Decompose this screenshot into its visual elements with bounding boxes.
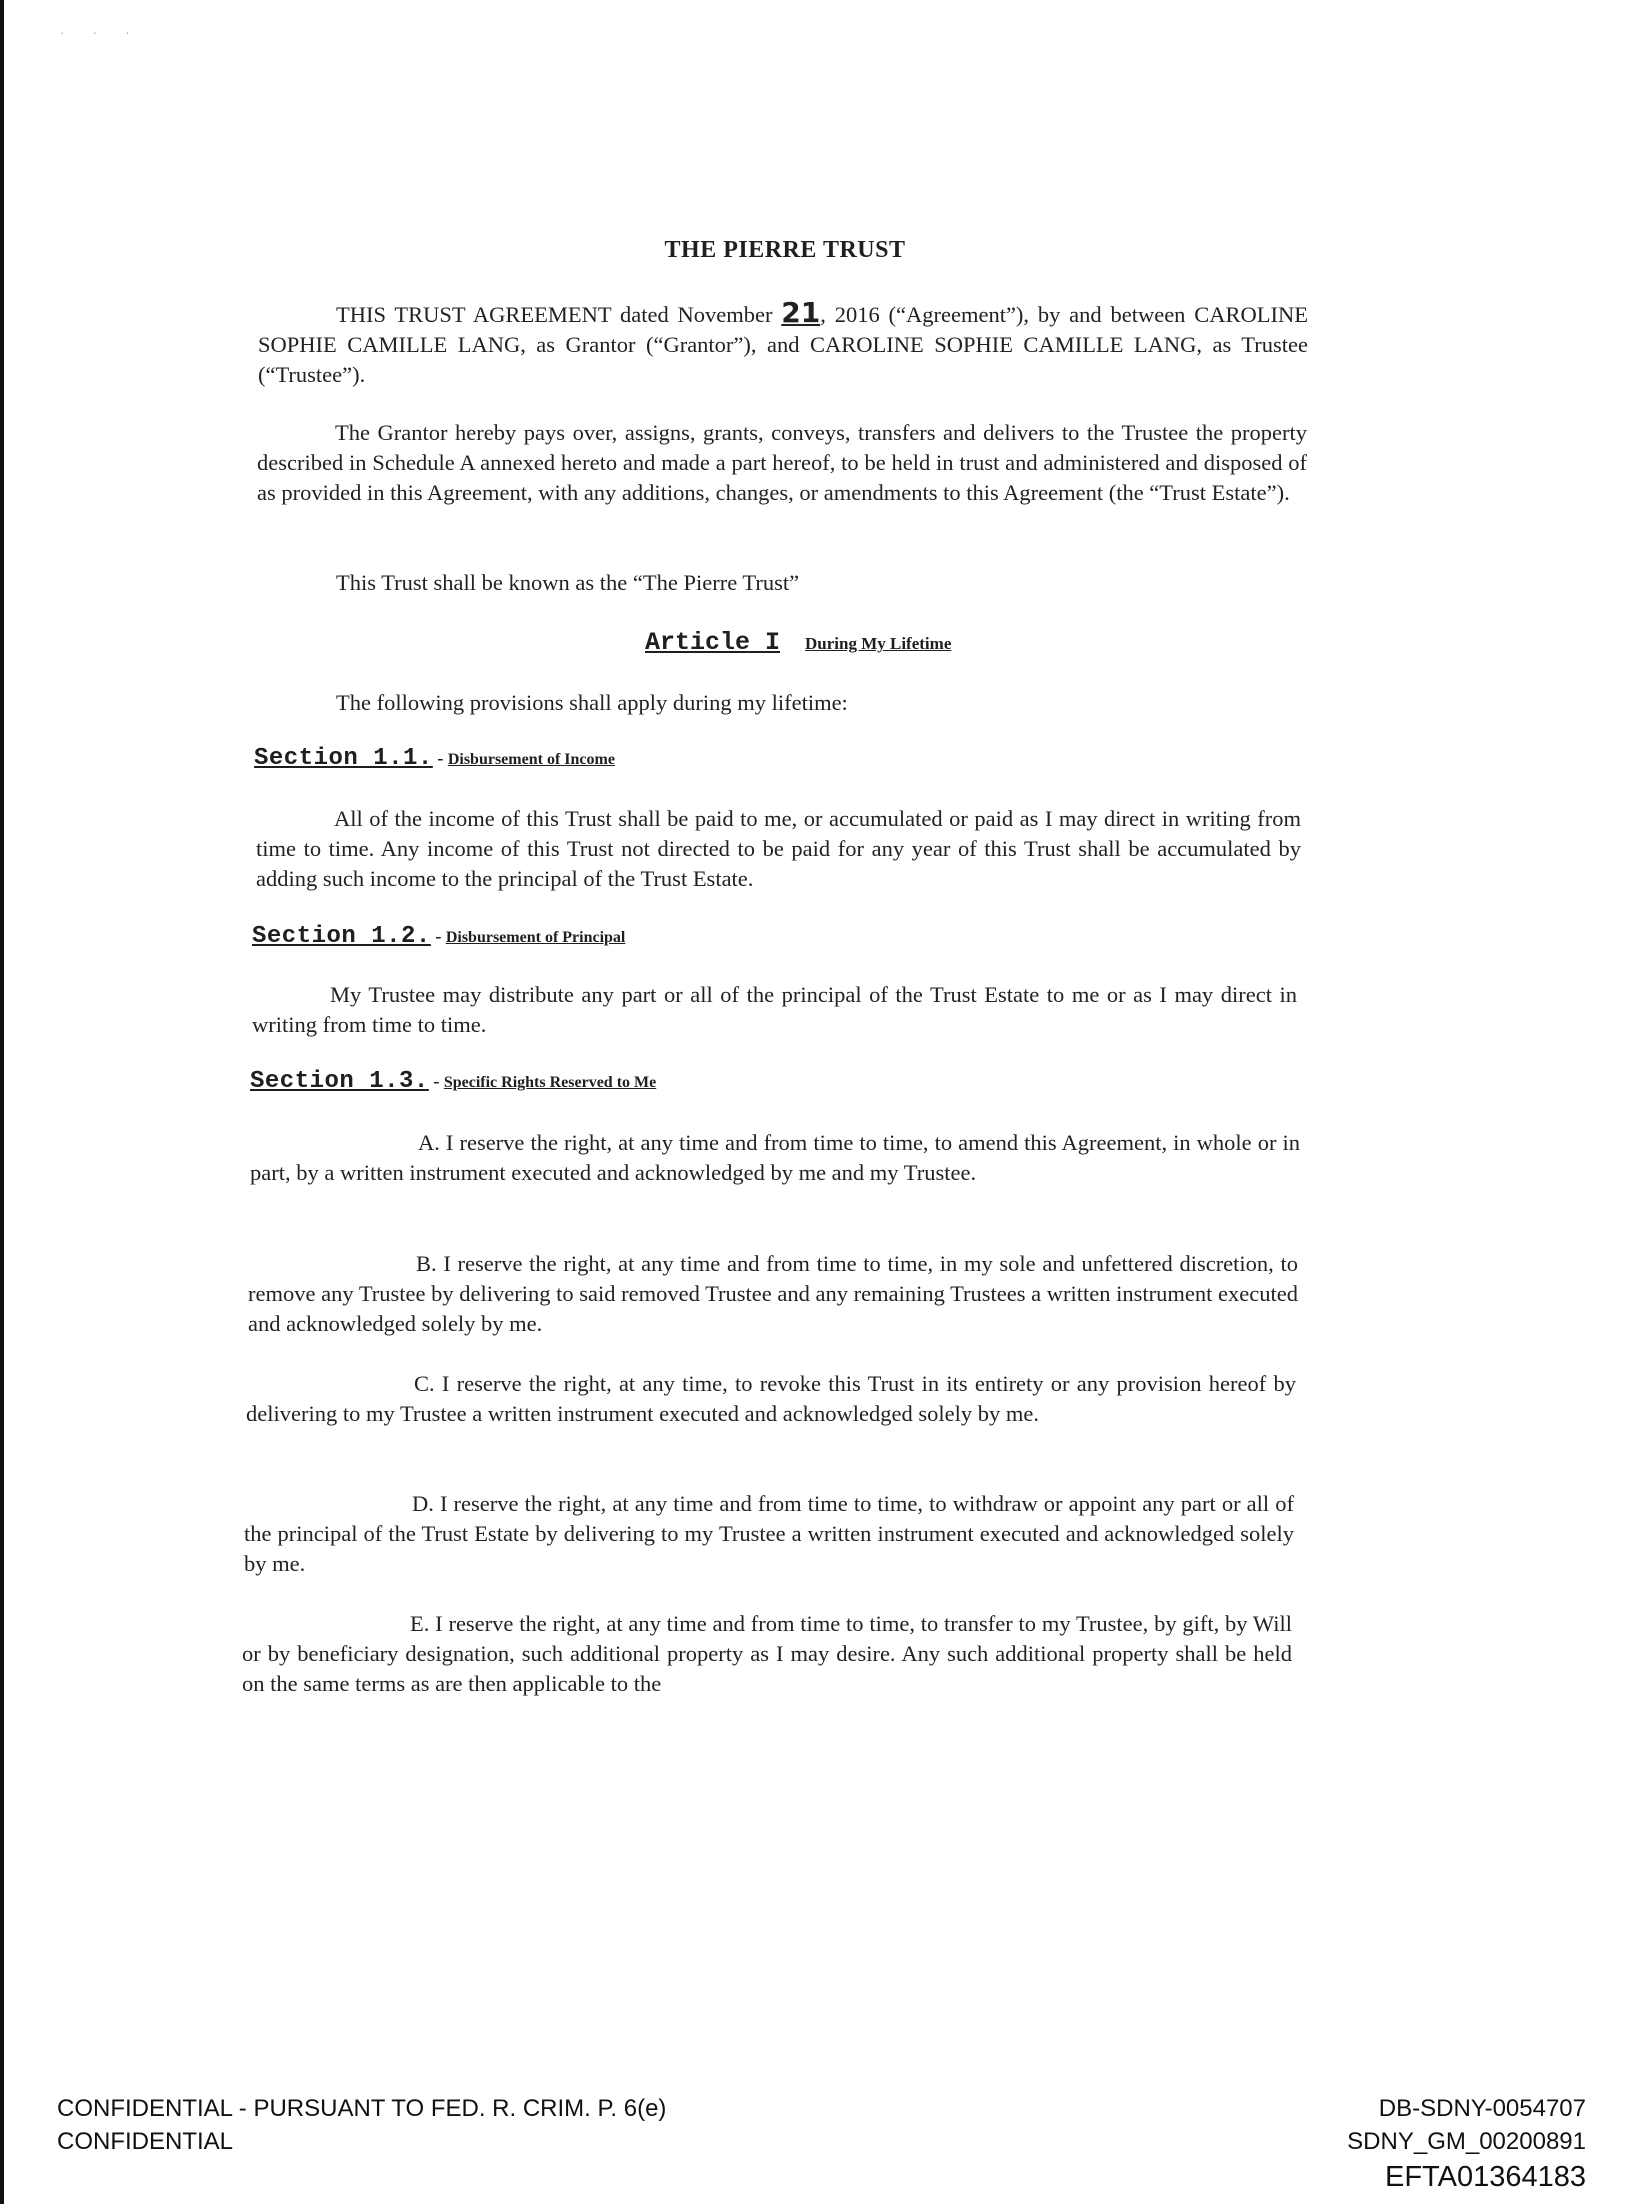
bates-number-sdny: SDNY_GM_00200891 [1347,2128,1586,2155]
bates-number-db: DB-SDNY-0054707 [1378,2095,1586,2122]
confidential-rule-line: CONFIDENTIAL - PURSUANT TO FED. R. CRIM. P. 6(e) [57,2095,667,2122]
reserved-right-b: B. I reserve the right, at any time and from time to time, in my sole and unfettered discretion, to remove any Trustee by delivering to said removed Trustee and any remaining Trustees a written instrument executed and acknowledged solely by me. [248,1251,1298,1336]
bates-footer [1347,2092,1586,2196]
grant-paragraph: The Grantor hereby pays over, assigns, grants, conveys, transfers and delivers to the Trustee the property described in Schedule A annexed hereto and made a part hereof, to be held in trust and administered and disposed of as provided in this Agreement, with any additions, changes, or amendments to this Agreement (the “Trust Estate”). [257,420,1307,505]
section-label: Section 1.3. [250,1068,429,1095]
handwritten-day: 21 [781,296,821,329]
reserved-right-c: C. I reserve the right, at any time, to revoke this Trust in its entirety or any provision hereof by delivering to my Trustee a written instrument executed and acknowledged solely by me. [246,1371,1296,1426]
intro-paragraph [258,298,1308,390]
reserved-right-a: A. I reserve the right, at any time and from time to time, to amend this Agreement, in whole or in part, by a written instrument executed and acknowledged by me and my Trustee. [250,1130,1300,1185]
section-title: Specific Rights Reserved to Me [443,1074,657,1091]
section-text: All of the income of this Trust shall be paid to me, or accumulated or paid as I may direct in writing from time to time. Any income of this Trust not directed to be paid for any year of this Trust shall be accumulated by adding such income to the principal of the Trust Estate. [256,806,1301,891]
bates-number-efta: EFTA01364183 [1385,2161,1586,2193]
article-title: During My Lifetime [805,634,952,653]
article-label: Article I [645,628,781,657]
article-intro: The following provisions shall apply during my lifetime: [336,690,848,715]
section-heading: Section 1.1. - Disbursement of Income [254,745,615,772]
document-title: THE PIERRE TRUST [664,237,906,263]
confidentiality-footer [57,2092,666,2158]
scan-specks: · · · [60,24,142,40]
known-as-line: This Trust shall be known as the “The Pierre Trust” [336,570,800,595]
section-label: Section 1.1. [254,745,433,772]
reserved-right-e: E. I reserve the right, at any time and from time to time, to transfer to my Trustee, by gift, by Will or by beneficiary designation, such additional property as I may desire. Any such additional property shall be held on the same terms as are then applicable to the [242,1611,1292,1696]
section-title: Disbursement of Income [447,751,615,768]
section-label: Section 1.2. [252,923,431,950]
section-title: Disbursement of Principal [445,929,626,946]
section-heading: Section 1.2. - Disbursement of Principal [252,923,626,950]
section-heading: Section 1.3. - Specific Rights Reserved to Me [250,1068,657,1095]
reserved-right-d: D. I reserve the right, at any time and from time to time, to withdraw or appoint any part or all of the principal of the Trust Estate by delivering to my Trustee a written instrument executed and acknowledged solely by me. [244,1491,1294,1576]
intro-before-day: THIS TRUST AGREEMENT dated November [336,302,782,327]
confidential-line: CONFIDENTIAL [57,2128,234,2155]
intro-after-day: , 2016 (“Agreement”), by and between CAROLINE SOPHIE CAMILLE LANG, as Grantor (“Grantor”), and CAROLINE SOPHIE CAMILLE LANG, as Trustee (“Trustee”). [258,302,1308,387]
section-text: My Trustee may distribute any part or all of the principal of the Trust Estate to me or as I may direct in writing from time to time. [252,982,1297,1037]
